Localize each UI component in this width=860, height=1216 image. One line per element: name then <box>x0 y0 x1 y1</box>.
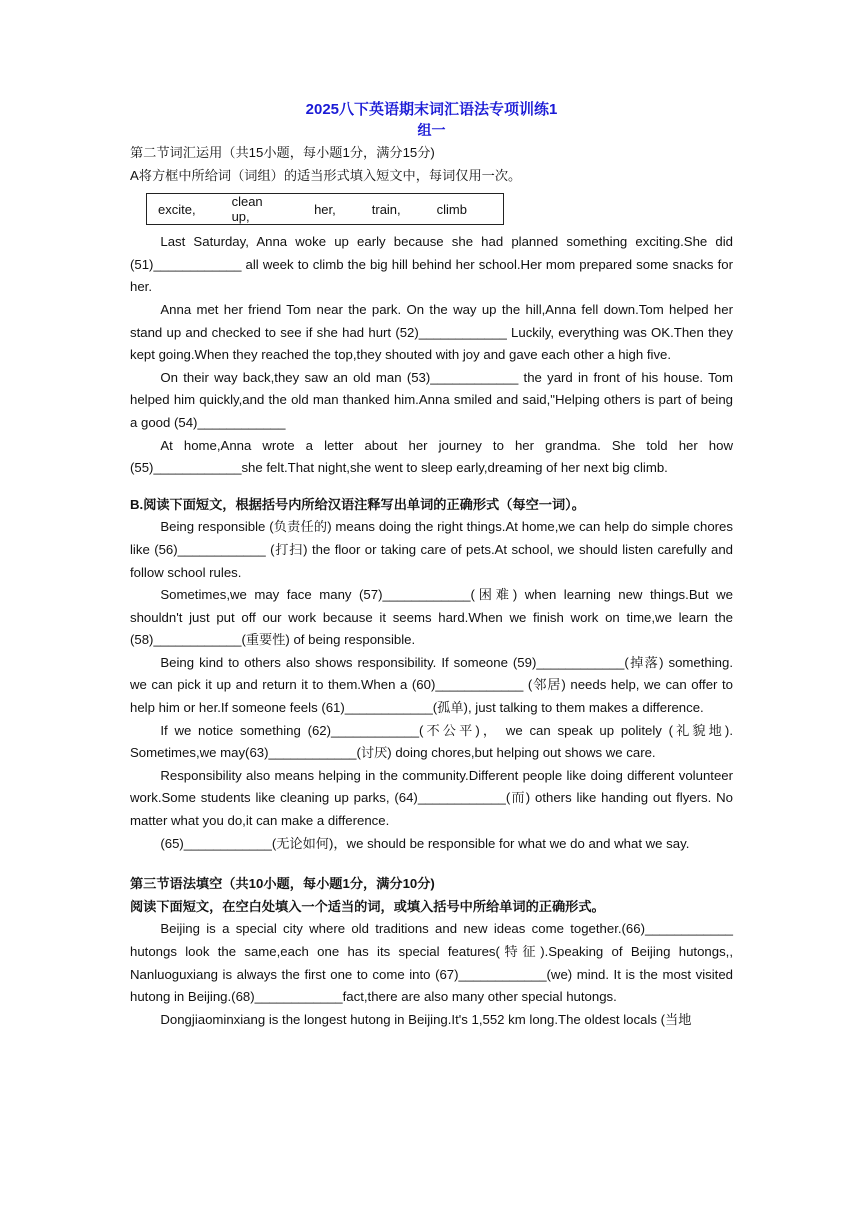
word-box-item: train, <box>371 201 401 217</box>
partA-paragraph: Anna met her friend Tom near the park. On the way up the hill,Anna fell down.Tom helped her stand up and checked to see if she had hurt (52)____________ Luckily, everything was OK.Then they kept going.When they reached the top,they shouted with joy and gave each other a high five. <box>130 301 733 363</box>
partA-paragraph: At home,Anna wrote a letter about her journey to her grandma. She told her how (55)____________she felt.That night,she went to sleep early,dreaming of her next big climb. <box>130 437 733 476</box>
document-title: 2025八下英语期末词汇语法专项训练1 <box>305 101 558 118</box>
partB-paragraph: If we notice something (62)____________(不公平)， we can speak up politely (礼貌地). Sometimes,we may(63)____________(讨厌) doing chores,but helping out shows we care. <box>130 722 733 761</box>
partB-instruction: B.阅读下面短文，根据括号内所给汉语注释写出单词的正确形式（每空一词）。 <box>130 496 585 512</box>
document-subtitle: 组一 <box>417 122 446 138</box>
word-box-item: clean up, <box>231 194 263 225</box>
word-box <box>146 193 504 225</box>
section3-paragraph: Beijing is a special city where old traditions and new ideas come together.(66)____________ hutongs look the same,each one has its special features(特征).Speaking of Beijing hutongs,, Nanluoguxiang is always the first one to come into (67)____________(we) mind. It is the most visited hutong in Beijing.(68)____________fact,there are also many other special hutongs. <box>130 921 733 1005</box>
section3-instruction: 阅读下面短文，在空白处填入一个适当的词，或填入括号中所给单词的正确形式。 <box>130 898 605 914</box>
partA-paragraph: On their way back,they saw an old man (53)____________ the yard in front of his house. Tom helped him quickly,and the old man thanked him.Anna smiled and said,"Helping others is part of being a good (54)____________ <box>130 369 733 430</box>
spacer <box>130 480 733 494</box>
partA-paragraph: Last Saturday, Anna woke up early because she had planned something exciting.She did (51)____________ all week to climb the big hill behind her school.Her mom prepared some snacks for her. <box>130 234 733 295</box>
partB-paragraph: Responsibility also means helping in the community.Different people like doing different volunteer work.Some students like cleaning up parks, (64)____________(而) others like handing out flyers. No matter what you do,it can make a difference. <box>130 767 733 829</box>
partB-paragraph: Sometimes,we may face many (57)____________(困难) when learning new things.But we shouldn't just put off our work because it seems hard.When we finish work on time,we learn the (58)____________(重要性) of being responsible. <box>130 587 733 648</box>
section2-heading: 第二节词汇运用（共15小题，每小题1分，满分15分) <box>130 145 435 160</box>
partB-paragraph: Being kind to others also shows responsibility. If someone (59)____________(掉落) something. we can pick it up and return it to them.When a (60)____________ (邻居) needs help, we can offer to help him or her.If someone feels (61)____________(孤单), just talking to them makes a difference. <box>130 654 733 716</box>
partB-paragraph: Being responsible (负责任的) means doing the right things.At home,we can help do simple chores like (56)____________ (打扫) the floor or taking care of pets.At school, we should listen carefully and follow school rules. <box>130 519 733 580</box>
section3-heading: 第三节语法填空（共10小题，每小题1分，满分10分) <box>130 876 435 892</box>
document-page <box>130 100 733 1031</box>
section3-paragraph: Dongjiaominxiang is the longest hutong in Beijing.It's 1,552 km long.The oldest locals (当地 <box>160 1011 692 1027</box>
spacer <box>130 855 733 873</box>
word-box-item: excite, <box>158 201 196 217</box>
partB-paragraph: (65)____________(无论如何)，we should be responsible for what we do and what we say. <box>160 835 690 851</box>
word-box-item: her, <box>314 201 336 217</box>
partA-instruction: A将方框中所给词（词组）的适当形式填入短文中，每词仅用一次。 <box>130 167 522 183</box>
word-box-item: climb <box>436 201 467 217</box>
